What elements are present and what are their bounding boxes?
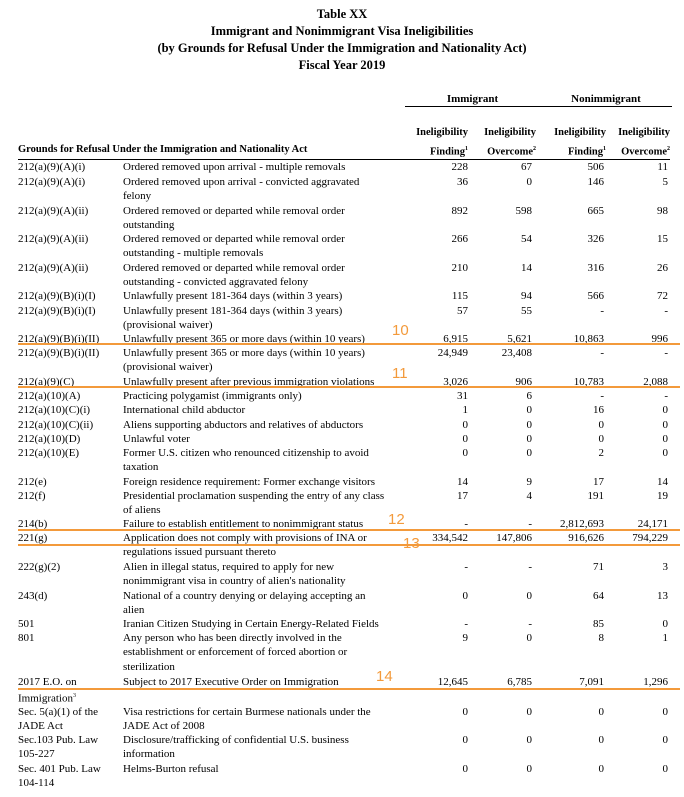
- non-overcome-value: 0: [662, 419, 668, 431]
- row-code-text: 212(a)(9)(A)(i): [18, 176, 86, 188]
- header-overcome: Overcome$^2$: [487, 146, 536, 158]
- footnote-1: 1: [603, 146, 606, 152]
- table-subtitle: Immigrant and Nonimmigrant Visa Ineligibilities: [210, 24, 474, 38]
- non-finding-value: -: [600, 347, 604, 359]
- imm-overcome-value: 4: [526, 490, 532, 502]
- row-code: [18, 631, 120, 645]
- imm-overcome-value: 0: [526, 176, 532, 188]
- imm-overcome-value: 0: [526, 433, 532, 445]
- imm-finding-value: 0: [462, 734, 468, 746]
- row-description: Unlawfully present 365 or more days (within 10 years): [123, 333, 365, 345]
- row-code-text: 212(a)(9)(B)(i)(II): [18, 347, 100, 359]
- row-code-text: 243(d): [18, 590, 48, 602]
- highlight-line-10: [18, 343, 680, 345]
- grounds-column-header: Grounds for Refusal Under the Immigration and Nationality Act: [18, 144, 308, 155]
- row-description: Disclosure/trafficking of confidential U.S. business information: [123, 734, 349, 761]
- row-description: Visa restrictions for certain Burmese nationals under the JADE Act of 2008: [123, 706, 371, 733]
- non-overcome-value: 996: [651, 333, 668, 345]
- row-description: International child abductor: [123, 404, 246, 416]
- row-code-text: 801: [18, 632, 35, 644]
- non-overcome-value: 19: [657, 490, 668, 502]
- highlight-line-13: [18, 544, 680, 546]
- imm-overcome-value: 0: [526, 632, 532, 644]
- row-code: [18, 432, 120, 446]
- non-finding-value: 146: [587, 176, 604, 188]
- non-finding-value: 85: [593, 618, 604, 630]
- imm-overcome-value: 55: [521, 305, 532, 317]
- row-description: Ordered removed upon arrival - convicted aggravated felony: [123, 176, 360, 203]
- row-description: Iranian Citizen Studying in Certain Energy-Related Fields: [123, 618, 379, 630]
- imm-finding-value: 1: [462, 404, 468, 416]
- annotation-13: 13: [403, 535, 420, 552]
- non-finding-value: 0: [598, 706, 604, 718]
- row-code-text: 212(a)(9)(C): [18, 376, 75, 388]
- non-finding-value: 2,812,693: [560, 518, 604, 530]
- non-overcome-value: 26: [657, 262, 668, 274]
- imm-finding-value: 9: [462, 632, 468, 644]
- row-description: Application does not comply with provisions of INA or regulations issued pursuant thereto: [123, 532, 367, 559]
- imm-finding-value: 210: [451, 262, 468, 274]
- imm-overcome-value: 9: [526, 476, 532, 488]
- row-description: Alien in illegal status, required to apply for new nonimmigrant visa in country of alien's nationality: [123, 561, 346, 588]
- row-code: [18, 589, 120, 603]
- imm-finding-value: 14: [457, 476, 468, 488]
- row-code: [18, 489, 120, 503]
- annotation-11: 11: [392, 365, 408, 382]
- non-overcome-value: 98: [657, 205, 668, 217]
- imm-overcome-value: 598: [515, 205, 532, 217]
- row-code-text: 221(g): [18, 532, 48, 544]
- row-description: Ordered removed or departed while removal order outstanding - multiple removals: [123, 233, 345, 260]
- imm-overcome-value: 94: [521, 290, 532, 302]
- imm-overcome-value: -: [528, 561, 532, 573]
- imm-finding-value: 334,542: [432, 532, 468, 544]
- annotation-12: 12: [388, 511, 405, 528]
- non-finding-value: 0: [598, 763, 604, 775]
- non-finding-value: 7,091: [579, 676, 604, 688]
- row-description: Former U.S. citizen who renounced citizenship to avoid taxation: [123, 447, 369, 474]
- header-finding: Finding$^1$: [567, 146, 606, 158]
- highlight-line-11: [18, 386, 680, 388]
- imm-finding-value: 0: [462, 590, 468, 602]
- row-description: Ordered removed upon arrival - multiple removals: [123, 161, 346, 173]
- non-overcome-value: 794,229: [632, 532, 668, 544]
- row-code-text: 212(a)(9)(B)(i)(I): [18, 290, 96, 302]
- row-code-text: 212(a)(10)(D): [18, 433, 81, 445]
- non-finding-value: -: [600, 305, 604, 317]
- imm-finding-value: 17: [457, 490, 468, 502]
- non-overcome-value: 0: [662, 734, 668, 746]
- imm-finding-value: 892: [451, 205, 468, 217]
- non-finding-value: 0: [598, 433, 604, 445]
- non-finding-value: 17: [593, 476, 604, 488]
- imm-finding-value: 266: [451, 233, 468, 245]
- non-overcome-value: 0: [662, 763, 668, 775]
- row-code: [18, 261, 120, 275]
- highlight-line-14: [18, 688, 680, 690]
- imm-overcome-value: 23,408: [501, 347, 532, 359]
- row-code: [18, 403, 120, 417]
- non-overcome-value: -: [664, 305, 668, 317]
- imm-finding-value: 24,949: [437, 347, 468, 359]
- row-code: [18, 232, 120, 246]
- row-code-text: 212(a)(10)(A): [18, 390, 81, 402]
- imm-finding-value: 12,645: [437, 676, 468, 688]
- non-finding-value: 0: [598, 734, 604, 746]
- row-code-text: Sec. 401 Pub. Law 104-114: [18, 763, 101, 790]
- header-ineligibility: Ineligibility: [554, 127, 606, 138]
- row-code: [18, 733, 120, 762]
- row-description: Ordered removed or departed while removal order outstanding: [123, 205, 345, 232]
- footnote-2: 2: [533, 146, 536, 152]
- non-overcome-value: -: [664, 390, 668, 402]
- row-description: Unlawfully present 181-364 days (within 3 years): [123, 290, 343, 302]
- imm-overcome-value: 0: [526, 590, 532, 602]
- non-finding-value: 10,863: [573, 333, 604, 345]
- non-finding-value: 2: [598, 447, 604, 459]
- row-description: Unlawful voter: [123, 433, 190, 445]
- non-overcome-value: 0: [662, 447, 668, 459]
- non-overcome-value: 15: [657, 233, 668, 245]
- non-finding-value: 916,626: [568, 532, 604, 544]
- non-finding-value: 8: [598, 632, 604, 644]
- non-overcome-value: -: [664, 347, 668, 359]
- group-immigrant-rule: [405, 106, 540, 107]
- non-finding-value: 665: [587, 205, 604, 217]
- non-overcome-value: 72: [657, 290, 668, 302]
- row-code: [18, 675, 120, 706]
- non-overcome-value: 5: [662, 176, 668, 188]
- annotation-14: 14: [376, 668, 393, 685]
- row-code-text: 212(e): [18, 476, 47, 488]
- row-code-text: 222(g)(2): [18, 561, 61, 573]
- row-code-text: 212(a)(9)(A)(ii): [18, 262, 89, 274]
- imm-finding-value: 0: [462, 433, 468, 445]
- non-overcome-value: 2,088: [643, 376, 668, 388]
- row-code-text: 212(f): [18, 490, 46, 502]
- header-ineligibility: Ineligibility: [618, 127, 670, 138]
- non-finding-value: -: [600, 390, 604, 402]
- imm-finding-value: 6,915: [443, 333, 468, 345]
- row-code-text: 214(b): [18, 518, 48, 530]
- row-code-text: 212(a)(10)(C)(ii): [18, 419, 94, 431]
- imm-finding-value: 31: [457, 390, 468, 402]
- imm-overcome-value: 0: [526, 734, 532, 746]
- row-description: Presidential proclamation suspending the entry of any class of aliens: [123, 490, 385, 517]
- imm-finding-value: -: [464, 561, 468, 573]
- imm-overcome-value: 906: [515, 376, 532, 388]
- header-ineligibility: Ineligibility: [416, 127, 468, 138]
- annotation-10: 10: [392, 322, 409, 339]
- row-code-text: 212(a)(9)(B)(i)(II): [18, 333, 100, 345]
- non-finding-value: 316: [587, 262, 604, 274]
- table-title: Table XX: [316, 7, 368, 21]
- group-nonimmigrant: Nonimmigrant: [571, 93, 641, 105]
- row-description: Unlawfully present after previous immigration violations: [123, 376, 375, 388]
- row-code-text: 212(a)(9)(B)(i)(I): [18, 305, 96, 317]
- non-overcome-value: 0: [662, 706, 668, 718]
- row-code-text: 212(a)(9)(A)(ii): [18, 205, 89, 217]
- row-code: [18, 389, 120, 403]
- non-overcome-value: 24,171: [637, 518, 668, 530]
- row-code: [18, 304, 120, 318]
- imm-overcome-value: 5,621: [507, 333, 532, 345]
- imm-overcome-value: 6,785: [507, 676, 532, 688]
- imm-overcome-value: 67: [521, 161, 532, 173]
- row-code: [18, 617, 120, 631]
- imm-overcome-value: -: [528, 618, 532, 630]
- non-finding-value: 16: [593, 404, 604, 416]
- imm-finding-value: 115: [451, 290, 468, 302]
- non-overcome-value: 1,296: [643, 676, 668, 688]
- header-imm-finding: [400, 125, 468, 161]
- non-overcome-value: 13: [657, 590, 668, 602]
- row-code: [18, 289, 120, 303]
- row-code: [18, 475, 120, 489]
- imm-finding-value: 0: [462, 706, 468, 718]
- imm-finding-value: -: [464, 518, 468, 530]
- non-finding-value: 64: [593, 590, 604, 602]
- row-description: Unlawfully present 181-364 days (within 3 years) (provisional waiver): [123, 305, 343, 332]
- row-code-text: 2017 E.O. on Immigration: [18, 676, 77, 706]
- row-code: [18, 418, 120, 432]
- row-description: Foreign residence requirement: Former exchange visitors: [123, 476, 376, 488]
- non-finding-value: 566: [587, 290, 604, 302]
- imm-overcome-value: -: [528, 518, 532, 530]
- imm-finding-value: -: [464, 618, 468, 630]
- imm-overcome-value: 6: [526, 390, 532, 402]
- imm-overcome-value: 0: [526, 706, 532, 718]
- row-code-text: 212(a)(10)(C)(i): [18, 404, 91, 416]
- header-ineligibility: Ineligibility: [484, 127, 536, 138]
- row-description: Failure to establish entitlement to nonimmigrant status: [123, 518, 364, 530]
- row-code: [18, 446, 120, 460]
- header-non-finding: [540, 125, 606, 161]
- row-code-text: Sec. 5(a)(1) of the JADE Act: [18, 706, 99, 733]
- non-finding-value: 191: [587, 490, 604, 502]
- imm-overcome-value: 0: [526, 447, 532, 459]
- row-code: [18, 560, 120, 574]
- non-overcome-value: 1: [662, 632, 668, 644]
- row-code: [18, 762, 120, 791]
- footnote-1: 1: [465, 146, 468, 152]
- table-subtitle-grounds: (by Grounds for Refusal Under the Immigration and Nationality Act): [157, 41, 527, 55]
- group-nonimmigrant-rule: [540, 106, 672, 107]
- imm-overcome-value: 0: [526, 404, 532, 416]
- row-code-text: 501: [18, 618, 35, 630]
- non-overcome-value: 0: [662, 433, 668, 445]
- row-code: [18, 160, 120, 174]
- imm-finding-value: 228: [451, 161, 468, 173]
- row-code-text: Sec.103 Pub. Law 105-227: [18, 734, 99, 761]
- row-code-text: 212(a)(9)(A)(ii): [18, 233, 89, 245]
- imm-overcome-value: 0: [526, 419, 532, 431]
- non-finding-value: 326: [587, 233, 604, 245]
- non-finding-value: 0: [598, 419, 604, 431]
- non-finding-value: 71: [593, 561, 604, 573]
- header-non-overcome: [606, 125, 670, 161]
- imm-finding-value: 57: [457, 305, 468, 317]
- row-code: [18, 346, 120, 360]
- row-description: Any person who has been directly involved in the establishment or enforcement of forced abortion or sterilization: [123, 632, 348, 673]
- imm-finding-value: 3,026: [443, 376, 468, 388]
- row-description: National of a country denying or delaying accepting an alien: [123, 590, 366, 617]
- imm-finding-value: 36: [457, 176, 468, 188]
- row-description: Unlawfully present 365 or more days (within 10 years) (provisional waiver): [123, 347, 365, 374]
- row-code-text: 212(a)(9)(A)(i): [18, 161, 86, 173]
- row-description: Helms-Burton refusal: [123, 763, 219, 775]
- row-code: [18, 705, 120, 734]
- row-code-text: 212(a)(10)(E): [18, 447, 80, 459]
- header-overcome: Overcome$^2$: [621, 146, 670, 158]
- non-overcome-value: 14: [657, 476, 668, 488]
- imm-finding-value: 0: [462, 763, 468, 775]
- fiscal-year: Fiscal Year 2019: [298, 58, 386, 72]
- imm-overcome-value: 14: [521, 262, 532, 274]
- group-immigrant: Immigrant: [446, 93, 499, 105]
- header-imm-overcome: [470, 125, 536, 161]
- row-description: Aliens supporting abductors and relatives of abductors: [123, 419, 364, 431]
- highlight-line-12: [18, 529, 680, 531]
- non-overcome-value: 3: [662, 561, 668, 573]
- non-overcome-value: 11: [657, 161, 668, 173]
- non-finding-value: 506: [587, 161, 604, 173]
- imm-overcome-value: 0: [526, 763, 532, 775]
- header-finding: Finding$^1$: [429, 146, 468, 158]
- footnote-2: 2: [667, 146, 670, 152]
- row-description: Ordered removed or departed while removal order outstanding - convicted aggravated felony: [123, 262, 345, 289]
- imm-finding-value: 0: [462, 447, 468, 459]
- imm-overcome-value: 54: [521, 233, 532, 245]
- row-code: [18, 204, 120, 218]
- row-description: Practicing polygamist (immigrants only): [123, 390, 302, 402]
- non-finding-value: 10,783: [573, 376, 604, 388]
- footnote-3: 3: [73, 693, 76, 700]
- non-overcome-value: 0: [662, 404, 668, 416]
- row-code: [18, 175, 120, 189]
- non-overcome-value: 0: [662, 618, 668, 630]
- row-description: Subject to 2017 Executive Order on Immigration: [123, 676, 339, 688]
- imm-finding-value: 0: [462, 419, 468, 431]
- imm-overcome-value: 147,806: [496, 532, 532, 544]
